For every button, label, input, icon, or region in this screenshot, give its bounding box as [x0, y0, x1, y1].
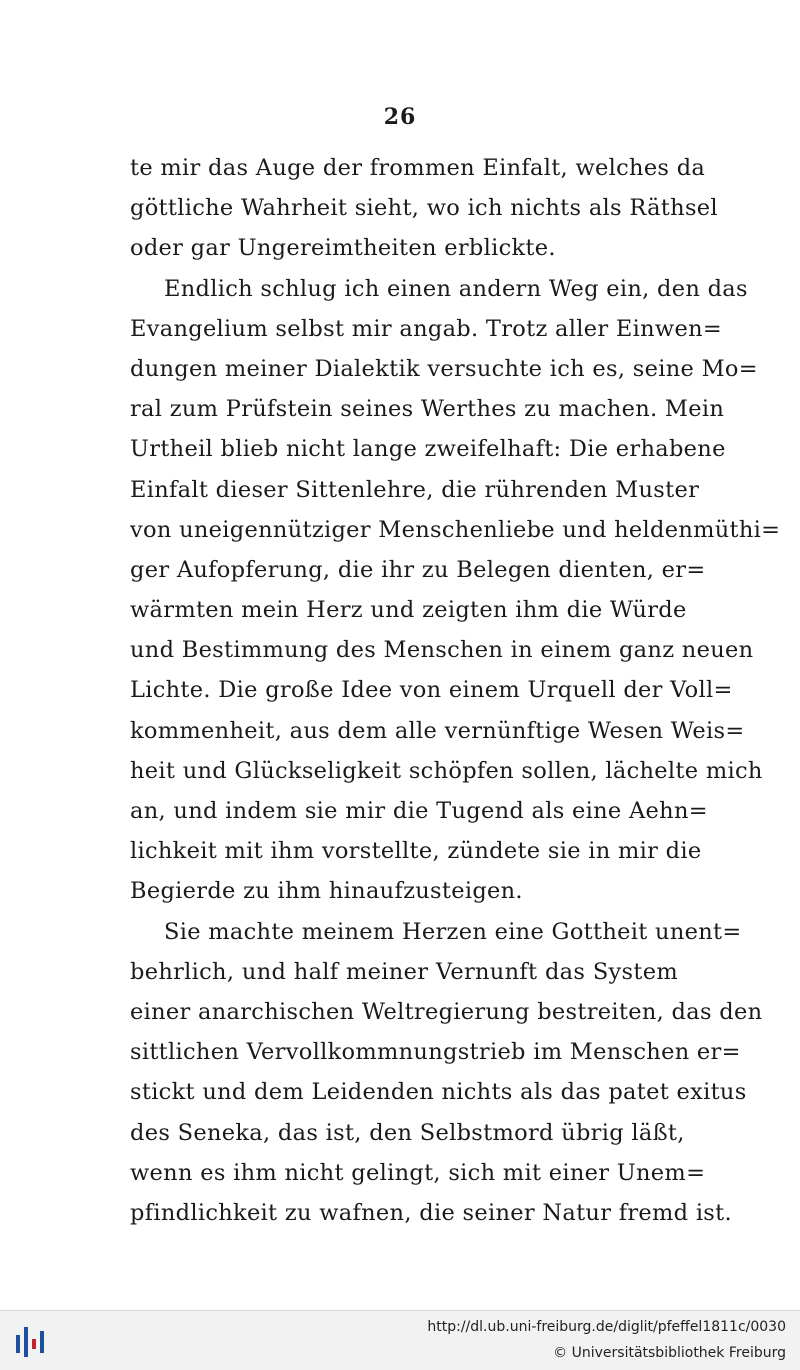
text-line: Endlich schlug ich einen andern Weg ein, den das — [164, 275, 748, 302]
footer-bar — [0, 1310, 800, 1370]
page-number: 26 — [383, 104, 417, 130]
text-line: stickt und dem Leidenden nichts als das patet exitus — [130, 1079, 747, 1106]
text-line: von uneigennütziger Menschenliebe und heldenmüthi= — [130, 516, 781, 543]
text-line: kommenheit, aus dem alle vernünftige Wesen Weis= — [130, 717, 745, 744]
text-line: behrlich, und half meiner Vernunft das System — [130, 958, 678, 985]
text-line: und Bestimmung des Menschen in einem ganz neuen — [130, 637, 754, 664]
text-line: sittlichen Vervollkommnungstrieb im Menschen er= — [130, 1039, 741, 1066]
source-url[interactable]: http://dl.ub.uni-freiburg.de/diglit/pfeffel1811c/0030 — [427, 1319, 786, 1335]
text-line: ger Aufopferung, die ihr zu Belegen dienten, er= — [130, 556, 706, 583]
text-line: des Seneka, das ist, den Selbstmord übrig läßt, — [130, 1119, 685, 1146]
text-line: göttliche Wahrheit sieht, wo ich nichts als Räthsel — [130, 195, 718, 222]
text-line: einer anarchischen Weltregierung bestreiten, das den — [130, 998, 763, 1025]
text-line: Begierde zu ihm hinaufzusteigen. — [130, 878, 523, 905]
text-line: an, und indem sie mir die Tugend als eine Aehn= — [130, 798, 708, 824]
text-line: oder gar Ungereimtheiten erblickte. — [130, 235, 556, 262]
text-line: Urtheil blieb nicht lange zweifelhaft: Die erhabene — [130, 436, 726, 463]
text-line: te mir das Auge der frommen Einfalt, welches da — [130, 155, 706, 181]
text-line: Sie machte meinem Herzen eine Gottheit unent= — [164, 918, 742, 945]
body-text — [130, 148, 781, 1233]
text-line: wenn es ihm nicht gelingt, sich mit einer Unem= — [130, 1159, 706, 1186]
text-line: ral zum Prüfstein seines Werthes zu machen. Mein — [130, 396, 725, 423]
text-line: wärmten mein Herz und zeigten ihm die Würde — [130, 597, 687, 624]
text-line: Lichte. Die große Idee von einem Urquell der Voll= — [130, 677, 733, 704]
text-line: heit und Glückseligkeit schöpfen sollen, lächelte mich — [130, 757, 763, 784]
text-line: Evangelium selbst mir angab. Trotz aller Einwen= — [130, 315, 723, 342]
library-logo-icon — [14, 1321, 50, 1361]
text-line: lichkeit mit ihm vorstellte, zündete sie in mir die — [130, 838, 702, 865]
copyright-notice: © Universitätsbibliothek Freiburg — [553, 1345, 786, 1361]
text-line: Einfalt dieser Sittenlehre, die rührenden Muster — [130, 476, 700, 503]
text-line: dungen meiner Dialektik versuchte ich es, seine Mo= — [130, 355, 758, 382]
text-line: pfindlichkeit zu wafnen, die seiner Natur fremd ist. — [130, 1199, 732, 1226]
